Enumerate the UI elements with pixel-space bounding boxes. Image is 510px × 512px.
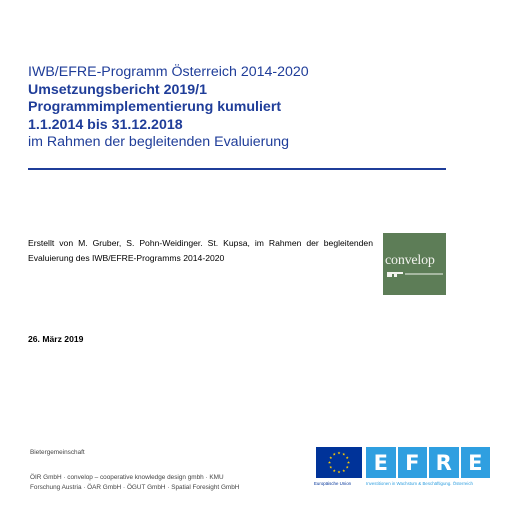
efre-letter: F (398, 447, 428, 478)
consortium-line-1: ÖIR GmbH · convelop – cooperative knowledge design gmbh · KMU (30, 474, 224, 481)
report-context: im Rahmen der begleitenden Evaluierung (28, 134, 290, 150)
convelop-logo-text: convelop (385, 253, 435, 268)
report-title: Umsetzungsbericht 2019/1 (28, 81, 207, 98)
convelop-logo (383, 233, 446, 295)
efre-caption: Investitionen in Wachstum & Beschäftigung. Österreich (366, 481, 473, 486)
consortium-line-2: Forschung Austria · ÖAR GmbH · ÖGUT GmbH · Spatial Foresight GmbH (30, 483, 240, 491)
efre-letter: R (429, 447, 459, 478)
report-period: 1.1.2014 bis 31.12.2018 (28, 116, 183, 133)
title-divider (28, 168, 446, 170)
consortium-members (30, 473, 239, 492)
authors-statement: Erstellt von M. Gruber, S. Pohn-Weidinger. St. Kupsa, im Rahmen der begleitenden Evaluierung des IWB/EFRE-Programms 2014-2020 (28, 238, 373, 263)
report-title-block (28, 64, 448, 152)
report-subtitle: Programmimplementierung kumuliert (28, 99, 282, 115)
report-date: 26. März 2019 (28, 334, 84, 344)
convelop-mark-icon (387, 272, 403, 277)
consortium-label: Bietergemeinschaft (30, 449, 85, 456)
program-title: IWB/EFRE-Programm Österreich 2014-2020 (28, 64, 309, 80)
eu-flag-icon (316, 447, 362, 478)
efre-letter: E (366, 447, 396, 478)
efre-logo (366, 447, 490, 478)
eu-label: Europäische Union (314, 481, 352, 486)
convelop-tagline (405, 273, 443, 275)
efre-letter: E (461, 447, 491, 478)
